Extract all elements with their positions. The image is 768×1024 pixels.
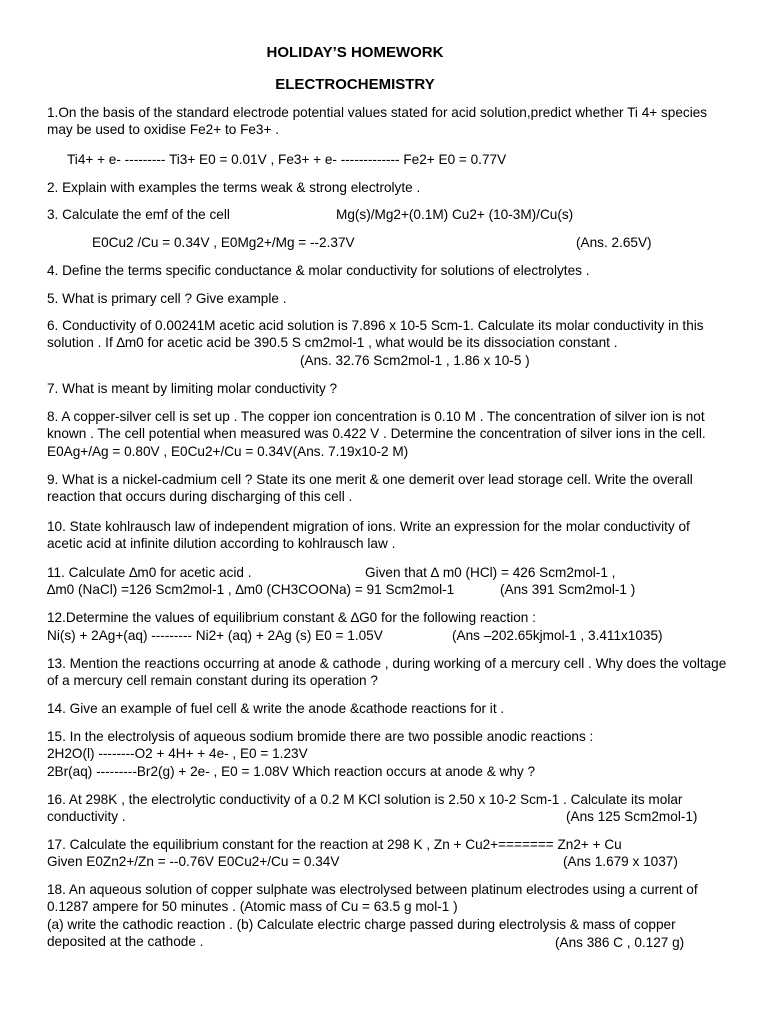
question-11-answer: (Ans 391 Scm2mol-1 ) <box>500 582 636 597</box>
question-1-text: 1.On the basis of the standard electrode potential values stated for acid solution,predict whether Ti 4+ species may be used to oxidise Fe2+ to Fe3+ . <box>47 105 708 138</box>
question-15-reaction-2: 2Br(aq) ---------Br2(g) + 2e- , E0 = 1.08V Which reaction occurs at anode & why ? <box>47 764 536 779</box>
question-5: 5. What is primary cell ? Give example . <box>47 291 287 306</box>
question-6 <box>47 317 727 352</box>
question-16: 16. At 298K , the electrolytic conductivity of a 0.2 M KCl solution is 2.50 x 10-2 Scm-1 . Calculate its molar conductivity . <box>47 792 683 825</box>
question-15-reaction-1: 2H2O(l) --------O2 + 4H+ + 4e- , E0 = 1.23V <box>47 746 308 761</box>
question-8: 8. A copper-silver cell is set up . The copper ion concentration is 0.10 M . The concentration of silver ion is not known . The cell potential when measured was 0.422 V . Determine the concentration of silver ions in the cell. E0Ag+/Ag = 0.80V , E0Cu2+/Cu = 0.34V(Ans. 7.19x10-2 M) <box>47 409 706 459</box>
question-14: 14. Give an example of fuel cell & write the anode &cathode reactions for it . <box>47 701 505 716</box>
question-11: 11. Calculate ∆m0 for acetic acid . <box>47 565 252 580</box>
question-3-answer: (Ans. 2.65V) <box>576 235 652 250</box>
question-3-cell: Mg(s)/Mg2+(0.1M) Cu2+ (10-3M)/Cu(s) <box>336 207 574 222</box>
question-4: 4. Define the terms specific conductance & molar conductivity for solutions of electrolytes . <box>47 263 590 278</box>
question-3: 3. Calculate the emf of the cell <box>47 207 230 222</box>
question-11-given: Given that ∆ m0 (HCl) = 426 Scm2mol-1 , <box>365 565 616 580</box>
question-6-text: 6. Conductivity of 0.00241M acetic acid solution is 7.896 x 10-5 Scm-1. Calculate its molar conductivity in this solution . If ∆m0 for acetic acid be 390.5 S cm2mol-1 , what would be its dissociation constant . <box>47 318 704 351</box>
question-17-answer: (Ans 1.679 x 1037) <box>563 854 678 869</box>
subject-title: ELECTROCHEMISTRY <box>275 76 435 93</box>
question-12-reaction: Ni(s) + 2Ag+(aq) --------- Ni2+ (aq) + 2Ag (s) E0 = 1.05V <box>47 628 383 643</box>
question-3-data: E0Cu2 /Cu = 0.34V , E0Mg2+/Mg = --2.37V <box>92 235 355 250</box>
question-1-reaction: Ti4+ + e- --------- Ti3+ E0 = 0.01V , Fe3+ + e- ------------- Fe2+ E0 = 0.77V <box>67 152 507 167</box>
question-1 <box>47 104 727 139</box>
question-12-answer: (Ans –202.65kjmol-1 , 3.411x1035) <box>452 628 663 643</box>
question-11-line2: ∆m0 (NaCl) =126 Scm2mol-1 , ∆m0 (CH3COONa) = 91 Scm2mol-1 <box>47 582 455 597</box>
question-10: 10. State kohlrausch law of independent migration of ions. Write an expression for the molar conductivity of acetic acid at infinite dilution according to kohlrausch law . <box>47 519 690 552</box>
question-15: 15. In the electrolysis of aqueous sodium bromide there are two possible anodic reactions : <box>47 729 594 744</box>
question-9: 9. What is a nickel-cadmium cell ? State its one merit & one demerit over lead storage cell. Write the overall reaction that occurs during discharging of this cell . <box>47 472 693 505</box>
page-title: HOLIDAY’S HOMEWORK <box>266 44 444 61</box>
question-17-given: Given E0Zn2+/Zn = --0.76V E0Cu2+/Cu = 0.34V <box>47 854 340 869</box>
question-17: 17. Calculate the equilibrium constant for the reaction at 298 K , Zn + Cu2+======= Zn2+ + Cu <box>47 837 622 852</box>
question-18-answer: (Ans 386 C , 0.127 g) <box>555 935 685 950</box>
question-7: 7. What is meant by limiting molar conductivity ? <box>47 381 338 396</box>
question-18-parts: (a) write the cathodic reaction . (b) Calculate electric charge passed during electrolysis & mass of copper deposited at the cathode . <box>47 917 676 950</box>
question-13: 13. Mention the reactions occurring at anode & cathode , during working of a mercury cell . Why does the voltage of a mercury cell remain constant during its operation ? <box>47 656 727 689</box>
question-12: 12.Determine the values of equilibrium constant & ∆G0 for the following reaction : <box>47 610 536 625</box>
question-2: 2. Explain with examples the terms weak & strong electrolyte . <box>47 180 421 195</box>
question-6-answer: (Ans. 32.76 Scm2mol-1 , 1.86 x 10-5 ) <box>300 353 530 368</box>
question-16-answer: (Ans 125 Scm2mol-1) <box>566 809 698 824</box>
question-18: 18. An aqueous solution of copper sulphate was electrolysed between platinum electrodes using a current of 0.1287 ampere for 50 minutes . (Atomic mass of Cu = 63.5 g mol-1 ) <box>47 882 698 915</box>
